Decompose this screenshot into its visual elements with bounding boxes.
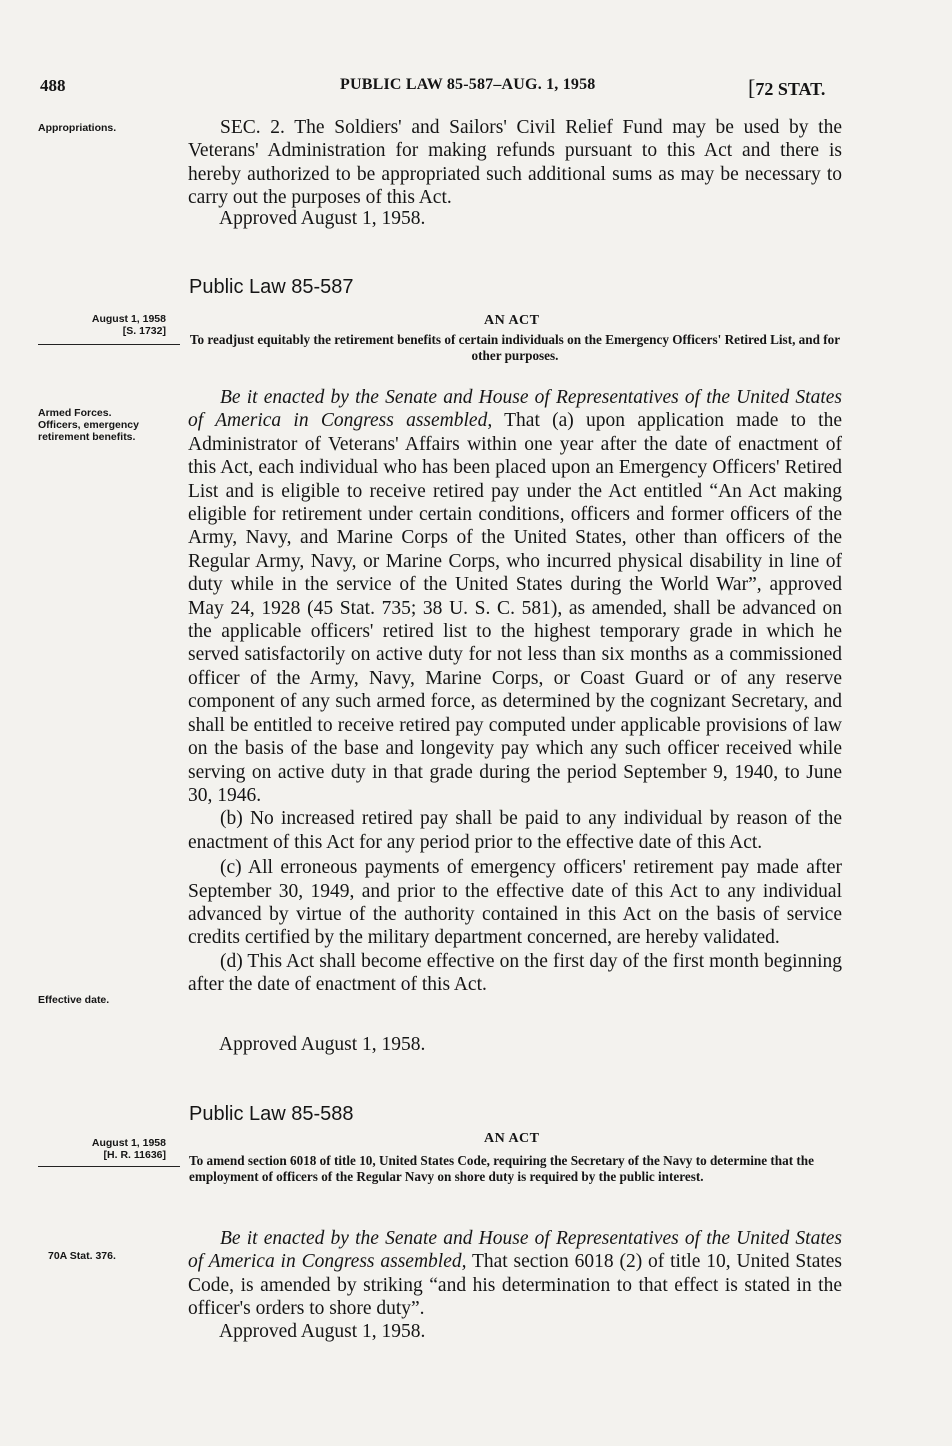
section-2-paragraph (188, 116, 842, 210)
law-588-body (188, 1227, 842, 1321)
law-588-body-text: That section 6018 (2) of title 10, United States Code, is amended by striking “and his determination to that effect is stated in the officer's orders to shore duty”. (188, 1251, 843, 1320)
law-587-paragraph-a (188, 386, 842, 807)
section-2-text: SEC. 2. The Soldiers' and Sailors' Civil Relief Fund may be used by the Veterans' Administration for making refunds pursuant to this Act and there is hereby authorized to be appropriated such additional sums as may be necessary to carry out the purposes of this Act. (188, 117, 842, 209)
law-588-approved: Approved August 1, 1958. (219, 1321, 426, 1342)
law-587-approved: Approved August 1, 1958. (219, 1034, 426, 1055)
statute-volume (748, 75, 825, 101)
margin-note-armed-forces: Armed Forces. (38, 407, 112, 419)
law-588-margin-bill: [H. R. 11636] (103, 1149, 166, 1161)
margin-note-70a-stat: 70A Stat. 376. (48, 1250, 116, 1262)
margin-note-effective-date: Effective date. (38, 994, 110, 1006)
public-law-588-heading: Public Law 85-588 (189, 1103, 354, 1125)
law-587-enacting-clause: Be it enacted by the Senate and House of Representatives of the United States of America in Congress assembled, (188, 387, 842, 432)
law-588-paragraph (188, 1227, 842, 1321)
law-587-purpose: To readjust equitably the retirement benefits of certain individuals on the Emergency Officers' Retired List, and for other purposes. (189, 332, 841, 363)
law-587-paragraph-d: (d) This Act shall become effective on the first day of the first month beginning after the date of enactment of this Act. (188, 950, 842, 996)
law-587-margin-rule (38, 344, 180, 345)
law-587-paragraph-c: (c) All erroneous payments of emergency officers' retirement pay made after September 30, 1949, and prior to the effective date of this Act to any individual advanced by virtue of the authority contained in this Act on the basis of service credits certified by the military department concerned, are hereby validated. (188, 857, 842, 949)
law-587-margin-bill: [S. 1732] (122, 325, 166, 337)
page-number: 488 (40, 76, 66, 95)
law-587-paragraph-a-text: That (a) upon application made to the Administrator of Veterans' Affairs within one year after the date of enactment of this Act, each individual who has been placed upon an Emergency Officers' Retired List and is eligible to receive retired pay under the Act entitled “An Act making eligible for retirement under certain conditions, officers and former officers of the Army, Navy, and Marine Corps of the United States, other than officers of the Regular Army, Navy, or Marine Corps, who incurred physical disability in line of duty while in the service of the United States during the World War”, approved May 24, 1928 (45 Stat. 735; 38 U. S. C. 581), as amended, shall be advanced on the applicable officers' retired list to the highest temporary grade in which he served satisfactorily on active duty for not less than six months as a commissioned officer of the Army, Navy, Marine Corps, or Coast Guard or of any reserve component of any such armed force, as determined by the cognizant Secretary, and shall be entitled to receive retired pay computed under applicable provisions of law on the basis of the base and longevity pay which any such officer received while serving on active duty in that grade during the period September 9, 1940, to June 30, 1946. (188, 410, 842, 806)
law-588-act-label: AN ACT (484, 1131, 540, 1146)
bracket-glyph: [ (748, 75, 756, 100)
running-title: PUBLIC LAW 85-587–AUG. 1, 1958 (340, 76, 596, 93)
section-2-approved: Approved August 1, 1958. (219, 208, 426, 229)
public-law-587-heading: Public Law 85-587 (189, 276, 354, 298)
margin-note-appropriations: Appropriations. (38, 122, 117, 134)
law-588-purpose: To amend section 6018 of title 10, United States Code, requiring the Secretary of the Navy to determine that the employment of officers of the Regular Navy on shore duty is required by the public interest. (189, 1153, 814, 1184)
law-587-paragraph-b: (b) No increased retired pay shall be paid to any individual by reason of the enactment of this Act for any period prior to the effective date of this Act. (188, 808, 842, 853)
margin-note-officers-retirement: Officers, emergency retirement benefits. (38, 419, 139, 443)
law-588-enacting-clause: Be it enacted by the Senate and House of Representatives of the United States of America in Congress assembled, (188, 1228, 842, 1273)
law-587-act-label: AN ACT (484, 313, 540, 328)
law-587-margin-date: August 1, 1958 (91, 313, 166, 325)
law-588-margin-date: August 1, 1958 (91, 1137, 166, 1149)
law-588-margin-rule (38, 1166, 180, 1167)
statute-volume-text: 72 STAT. (755, 79, 826, 99)
law-587-body (188, 386, 842, 997)
